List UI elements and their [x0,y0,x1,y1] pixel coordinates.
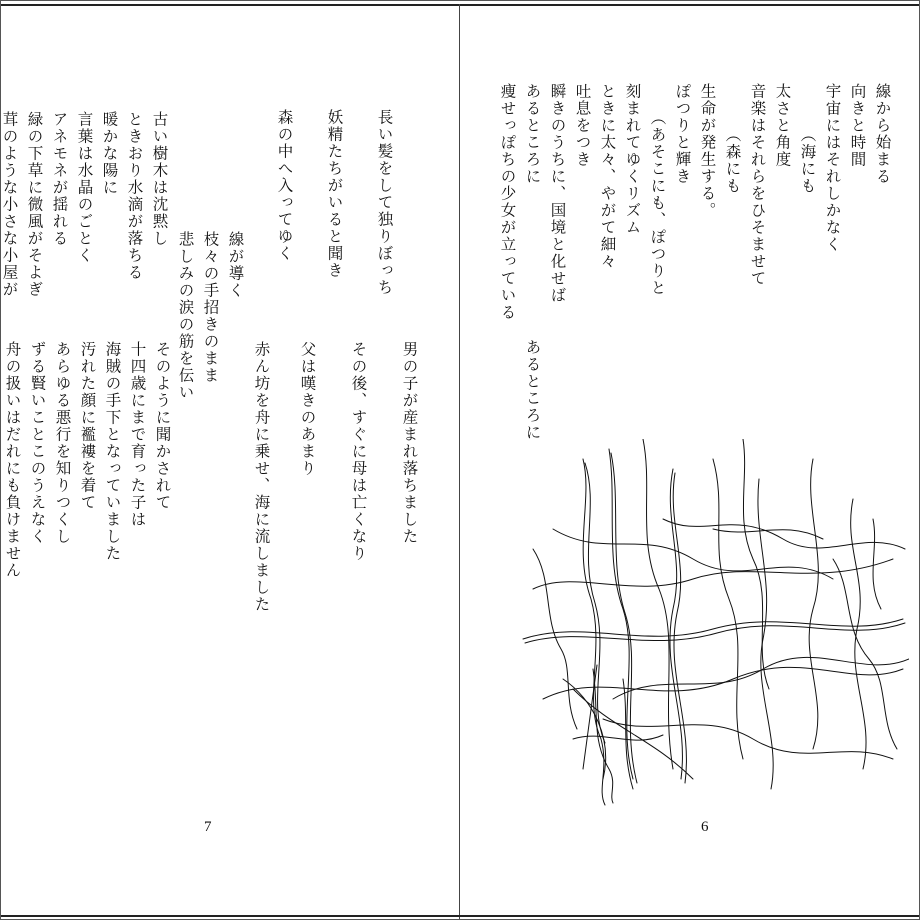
poem-line: そのように聞かされて [153,341,172,511]
poem-line: 父は嘆きのあまり [298,341,317,477]
poem-line: 刻まれてゆくリズム [623,83,642,236]
poem-line: 生命が発生する。 [698,83,717,219]
poem-line: 吐息をつき [573,83,592,168]
poem-line: 赤ん坊を舟に乗せ、海に流しました [252,341,271,613]
poem-line: 汚れた顔に襤褸を着て [78,341,97,511]
poem-line: 長い髪をして独りぼっち [375,109,394,296]
poem-line: 茸のような小さな小屋が [0,111,19,298]
page-number: 7 [204,819,212,835]
poem-line: （あそこにも、ぽつりと [648,83,667,297]
poem-line: （海にも [798,83,817,195]
poem-line: 枝々の手招きのまま [201,231,220,384]
poem-line: ときに太々、やがて細々 [598,83,617,270]
poem-line: 瞬きのうちに、国境と化せば [548,83,567,304]
poem-line: 十四歳にまで育った子は [128,341,147,528]
poem-line: 太さと角度 [773,83,792,168]
poem-line: ぽつりと輝き [673,83,692,185]
line-drawing-illustration [513,439,909,811]
poem-line: 線が導く [226,231,245,299]
poem-line: あらゆる悪行を知りつくし [53,341,72,545]
poem-line: （森にも [723,83,742,195]
poem-line: 線から始まる [873,83,892,185]
poem-line: 悲しみの涙の筋を伝い [176,231,195,401]
poem-line: 男の子が産まれ落ちました [400,341,419,545]
poem-line: 森の中へ入ってゆく [275,109,294,262]
poem-line: ときおり水滴が落ちる [125,111,144,281]
top-border [1,4,919,6]
page-number: 6 [701,819,709,835]
poem-line: 言葉は水晶のごとく [75,111,94,264]
poem-line: 妖精たちがいると聞き [325,109,344,279]
poem-line: 海賊の手下となっていました [103,341,122,562]
poem-line: 宇宙にはそれしかなく [823,83,842,253]
poem-line: 痩せっぽちの少女が立っている [498,83,517,321]
page-gutter [459,4,460,919]
poem-line: 暖かな陽に [100,111,119,196]
poem-line: 緑の下草に微風がそよぎ [25,111,44,298]
poem-line: ずる賢いことこのうえなく [28,341,47,545]
poem-line: あるところに [523,83,542,185]
poem-line: アネモネが揺れる [50,111,69,247]
poem-line: 古い樹木は沈黙し [150,111,169,247]
poem-line: 向きと時間 [848,83,867,168]
bottom-border [1,915,919,917]
poem-line: 音楽はそれらをひそませて [748,83,767,287]
poem-line: その後、すぐに母は亡くなり [349,341,368,562]
book-spread [1,1,919,919]
poem-line: あるところに [523,339,542,441]
poem-line: 舟の扱いはだれにも負けません [3,341,22,579]
